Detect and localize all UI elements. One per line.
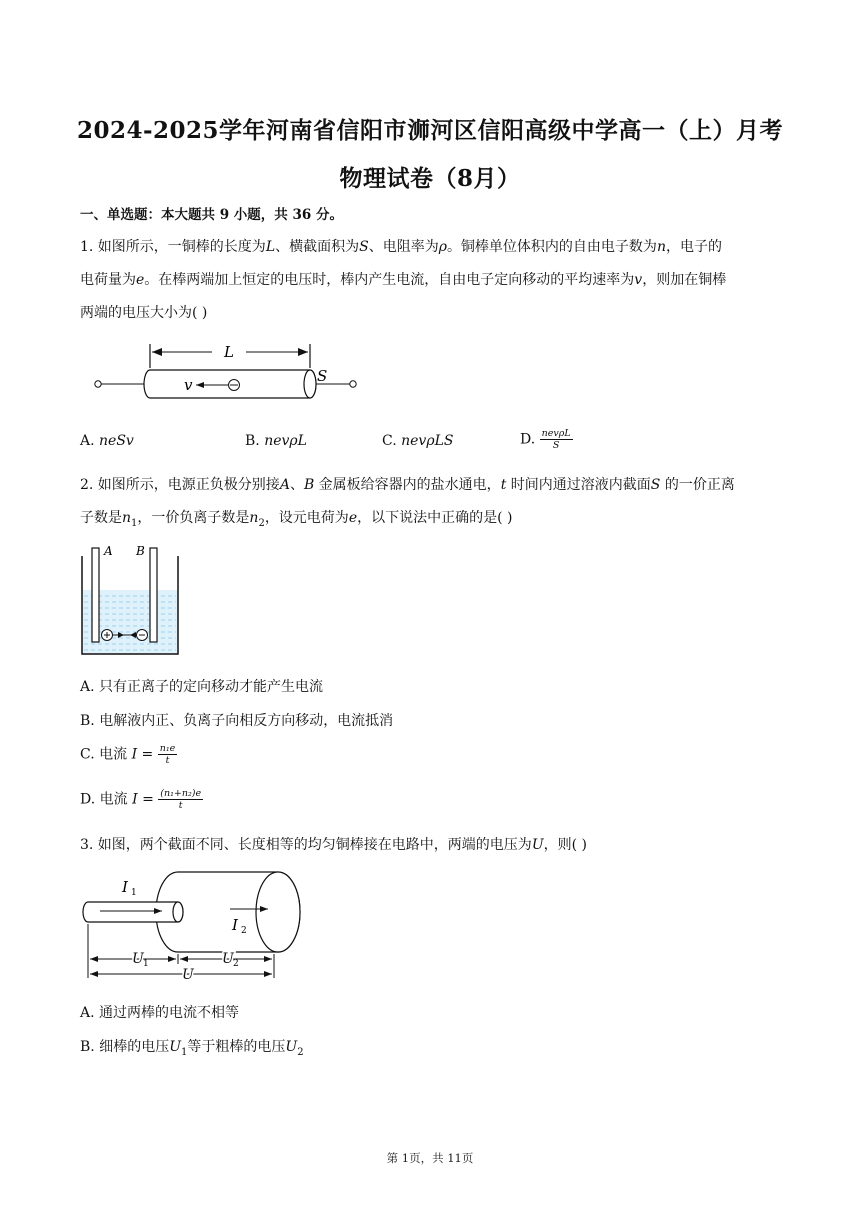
option-var-U1: U <box>169 1039 182 1055</box>
q3-text: ，则( ) <box>543 837 587 853</box>
fraction-numerator: (n₁+n₂)e <box>160 788 202 799</box>
option-sub: 1 <box>181 1046 188 1058</box>
q1-var-S: S <box>359 239 369 255</box>
option-label: C. <box>382 433 397 449</box>
q1-option-a[interactable] <box>80 433 134 449</box>
fraction-denominator: t <box>178 800 183 811</box>
q2-text: ，以下说法中正确的是( ) <box>357 510 513 526</box>
q2-var-B: B <box>303 477 315 493</box>
q2-electrolysis-figure <box>80 540 180 658</box>
q1-var-v: v <box>634 272 643 288</box>
q1-option-d[interactable] <box>520 428 573 451</box>
q2-option-c-fraction <box>158 743 178 766</box>
option-value: nevρL <box>264 433 307 449</box>
q1-text: 。铜棒单位体积内的自由电子数为 <box>446 239 657 255</box>
page-footer: 第 1页，共 11页 <box>386 1151 474 1165</box>
q2-fig-label-A: A <box>104 544 113 558</box>
q1-fig-label-S: S <box>317 367 328 385</box>
q3-var-U: U <box>531 837 544 853</box>
q3-fig-label-U: U <box>182 967 194 983</box>
q2-line1 <box>80 474 735 494</box>
q2-option-d-fraction <box>158 788 203 811</box>
q2-var-e: e <box>348 510 358 526</box>
fraction-denominator: S <box>552 440 560 451</box>
q2-var-n1: n <box>122 510 132 526</box>
option-text: B. 细棒的电压 <box>80 1039 170 1055</box>
q3-fig-label-I1: I <box>122 878 128 896</box>
q1-option-c[interactable] <box>382 433 453 449</box>
q3-line1 <box>80 834 587 854</box>
q3-fig-sub-U2: 2 <box>233 959 239 969</box>
q2-var-n2: n <box>249 510 259 526</box>
q2-text: ，一价负离子数是 <box>137 510 250 526</box>
q3-fig-sub-2: 2 <box>241 926 247 936</box>
q1-fig-label-L: L <box>224 343 234 361</box>
option-sub: 2 <box>297 1046 304 1058</box>
option-value: nevρLS <box>401 433 454 449</box>
q1-text: ，电子的 <box>665 239 722 255</box>
q3-fig-label-U2: U <box>222 951 234 967</box>
page-title-line2: 物理试卷（8月） <box>339 165 521 192</box>
q1-line2 <box>80 269 726 289</box>
option-lhs: I = <box>132 791 154 808</box>
q2-text: 、 <box>289 477 304 493</box>
q1-text: 。在棒两端加上恒定的电压时，棒内产生电流，自由电子定向移动的平均速率为 <box>144 272 635 288</box>
q3-fig-sub-U1: 1 <box>143 959 149 969</box>
q1-line1 <box>80 236 722 256</box>
q2-text: 的一价正离 <box>660 477 735 493</box>
q2-text: 子数是 <box>80 510 122 526</box>
option-value: neSv <box>99 433 134 449</box>
q3-rods-figure <box>78 866 308 986</box>
q2-sub-2: 2 <box>258 517 265 529</box>
option-label: C. 电流 <box>80 746 128 763</box>
q1-var-L: L <box>265 239 276 255</box>
q1-option-d-fraction <box>540 428 573 451</box>
q1-rod-figure <box>88 338 368 408</box>
q2-option-b[interactable]: B. 电解液内正、负离子向相反方向移动，电流抵消 <box>80 713 394 729</box>
q2-sub-1: 1 <box>131 517 138 529</box>
q2-option-a[interactable]: A. 只有正离子的定向移动才能产生电流 <box>80 679 324 695</box>
q3-fig-label-U1: U <box>132 951 144 967</box>
q2-option-d[interactable] <box>80 788 203 811</box>
q1-var-n: n <box>656 239 666 255</box>
q1-text: ，则加在铜棒 <box>642 272 727 288</box>
q2-fig-label-B: B <box>136 544 145 558</box>
page-title-line1: 2024-2025学年河南省信阳市浉河区信阳高级中学高一（上）月考 <box>76 117 784 144</box>
q1-line3: 两端的电压大小为( ) <box>80 305 208 321</box>
option-var-U2: U <box>285 1039 298 1055</box>
q1-var-e: e <box>136 272 145 288</box>
option-label: D. <box>520 431 536 448</box>
q1-option-b[interactable] <box>245 433 307 449</box>
option-label: A. <box>80 433 95 449</box>
fraction-denominator: t <box>165 755 170 766</box>
q1-fig-label-v: v <box>184 376 193 394</box>
section-heading: 一、单选题：本大题共 9 小题，共 36 分。 <box>80 207 343 223</box>
option-label: B. <box>245 433 260 449</box>
q1-var-rho: ρ <box>438 239 447 255</box>
q3-option-a[interactable]: A. 通过两棒的电流不相等 <box>80 1005 240 1021</box>
q3-fig-sub-1: 1 <box>131 888 137 898</box>
q2-text: ，设元电荷为 <box>264 510 349 526</box>
q3-fig-label-I2: I <box>232 916 238 934</box>
option-lhs: I = <box>131 746 154 763</box>
q2-option-c[interactable] <box>80 743 177 766</box>
q2-line2 <box>80 507 512 529</box>
q1-text: 、横截面积为 <box>275 239 360 255</box>
q2-text: 金属板给容器内的盐水通电， <box>314 477 501 493</box>
q1-text: 、电阻率为 <box>368 239 439 255</box>
q1-text: 电荷量为 <box>80 272 136 288</box>
q1-text: 1. 如图所示，一铜棒的长度为 <box>80 239 266 255</box>
q3-option-b[interactable] <box>80 1036 304 1058</box>
q2-text: 时间内通过溶液内截面 <box>506 477 651 493</box>
q2-var-A: A <box>279 477 290 493</box>
q2-text: 2. 如图所示，电源正负极分别接 <box>80 477 280 493</box>
q2-var-S: S <box>650 477 661 493</box>
fraction-numerator: n₁e <box>159 743 176 754</box>
q3-text: 3. 如图，两个截面不同、长度相等的均匀铜棒接在电路中，两端的电压为 <box>80 837 532 853</box>
q2-var-t: t <box>500 477 507 493</box>
option-label: D. 电流 <box>80 791 128 808</box>
option-text: 等于粗棒的电压 <box>187 1039 286 1055</box>
fraction-numerator: nevρL <box>541 428 571 439</box>
